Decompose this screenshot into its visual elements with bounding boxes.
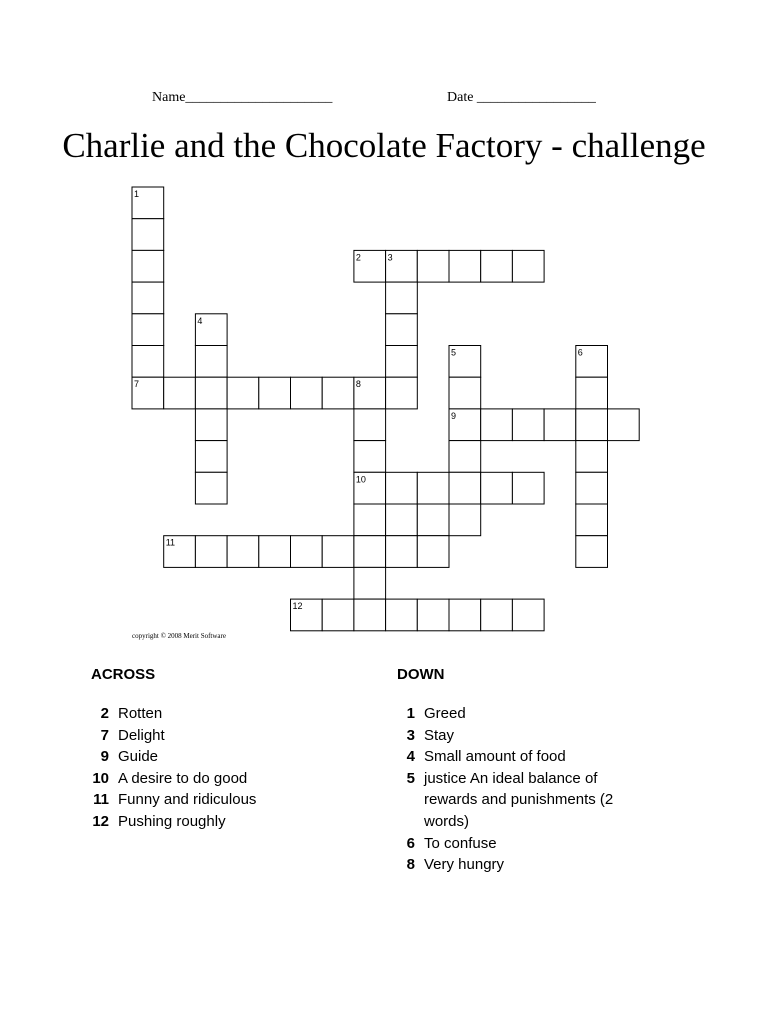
crossword-cell[interactable] xyxy=(259,377,291,409)
crossword-cell[interactable] xyxy=(132,282,164,314)
clue-number-label: 10 xyxy=(355,474,366,485)
clue-number: 11 xyxy=(93,791,109,809)
clue-number: 7 xyxy=(100,726,109,744)
clue-number: 6 xyxy=(406,834,415,852)
crossword-cell[interactable] xyxy=(132,346,164,378)
clue-number-label: 8 xyxy=(355,379,361,390)
crossword-cell[interactable] xyxy=(386,377,418,409)
down-clue xyxy=(397,703,647,725)
down-heading: DOWN xyxy=(397,666,445,683)
across-clues xyxy=(91,666,381,833)
clue-number: 3 xyxy=(406,726,415,744)
crossword-cell[interactable] xyxy=(512,599,544,631)
crossword-cell[interactable] xyxy=(322,377,354,409)
crossword-cell[interactable] xyxy=(449,504,481,536)
crossword-cell[interactable] xyxy=(544,409,576,441)
clue-number: 8 xyxy=(406,856,415,874)
crossword-cell[interactable] xyxy=(417,599,449,631)
crossword-cell[interactable] xyxy=(386,314,418,346)
across-clue xyxy=(91,768,381,790)
clue-number: 2 xyxy=(100,705,109,722)
clue-text: Funny and ridiculous xyxy=(118,791,257,809)
crossword-cell[interactable] xyxy=(512,472,544,504)
crossword-cell[interactable] xyxy=(576,472,608,504)
crossword-cell[interactable] xyxy=(132,250,164,282)
clue-number-label: 3 xyxy=(387,252,393,263)
crossword-cell[interactable] xyxy=(481,409,513,441)
crossword-cell[interactable] xyxy=(417,504,449,536)
crossword-cell[interactable] xyxy=(512,250,544,282)
crossword-cell[interactable] xyxy=(322,599,354,631)
clue-number-label: 4 xyxy=(197,315,203,326)
crossword-cell[interactable] xyxy=(354,567,386,599)
clue-number-label: 12 xyxy=(292,601,303,612)
clue-number: 4 xyxy=(406,748,415,766)
crossword-cell[interactable] xyxy=(386,346,418,378)
crossword-cell[interactable] xyxy=(132,314,164,346)
crossword-cell[interactable] xyxy=(576,441,608,473)
crossword-cell[interactable] xyxy=(481,472,513,504)
crossword-cell[interactable] xyxy=(576,504,608,536)
clue-number: 9 xyxy=(100,748,109,766)
copyright-note: copyright © 2008 Merit Software xyxy=(132,632,226,640)
crossword-cell[interactable] xyxy=(291,377,323,409)
crossword-cell[interactable] xyxy=(195,409,227,441)
crossword-cell[interactable] xyxy=(386,282,418,314)
clue-number-label: 1 xyxy=(134,189,140,199)
name-field-label: Name_____________________ xyxy=(152,90,333,105)
crossword-cell[interactable] xyxy=(195,346,227,378)
down-clue xyxy=(397,768,647,833)
crossword-cell[interactable] xyxy=(449,599,481,631)
crossword-cell[interactable] xyxy=(164,377,196,409)
across-clue xyxy=(91,811,381,833)
crossword-cell[interactable] xyxy=(227,536,259,568)
down-clue xyxy=(397,833,647,855)
clue-number: 1 xyxy=(406,705,415,722)
clue-number: 12 xyxy=(92,812,109,830)
crossword-cell[interactable] xyxy=(386,504,418,536)
crossword-cell[interactable] xyxy=(386,472,418,504)
crossword-cell[interactable] xyxy=(449,377,481,409)
crossword-cell[interactable] xyxy=(227,377,259,409)
clue-text: Very hungry xyxy=(424,856,505,874)
crossword-cell[interactable] xyxy=(449,250,481,282)
clue-number-label: 11 xyxy=(165,537,176,548)
clue-number-label: 7 xyxy=(134,379,140,390)
crossword-cell[interactable] xyxy=(576,409,608,441)
clue-text: A desire to do good xyxy=(118,769,248,787)
clue-text: Delight xyxy=(118,726,165,744)
worksheet-title: Charlie and the Chocolate Factory - challenge xyxy=(62,126,706,165)
clue-text: Stay xyxy=(424,726,455,744)
crossword-cell[interactable] xyxy=(195,536,227,568)
crossword-cell[interactable] xyxy=(449,441,481,473)
down-clue xyxy=(397,725,647,747)
across-clue xyxy=(91,703,381,725)
across-clue xyxy=(91,746,381,768)
clue-text: To confuse xyxy=(424,834,497,852)
down-clues xyxy=(397,666,647,876)
crossword-cell[interactable] xyxy=(195,472,227,504)
crossword-cell[interactable] xyxy=(354,409,386,441)
crossword-cell[interactable] xyxy=(259,536,291,568)
crossword-cell[interactable] xyxy=(322,536,354,568)
clue-number-label: 2 xyxy=(355,252,361,263)
crossword-cell[interactable] xyxy=(608,409,640,441)
crossword-cell[interactable] xyxy=(576,377,608,409)
crossword-cell[interactable] xyxy=(417,536,449,568)
clue-text: Small amount of food xyxy=(424,748,566,766)
crossword-cell[interactable] xyxy=(354,504,386,536)
crossword-cell[interactable] xyxy=(195,377,227,409)
crossword-cell[interactable] xyxy=(481,599,513,631)
crossword-cell[interactable] xyxy=(354,599,386,631)
clue-number-label: 9 xyxy=(451,410,457,421)
clue-text: Pushing roughly xyxy=(118,812,226,830)
crossword-cell[interactable] xyxy=(576,536,608,568)
crossword-cell[interactable] xyxy=(354,441,386,473)
date-field-label: Date _________________ xyxy=(447,90,596,105)
crossword-cell[interactable] xyxy=(386,536,418,568)
clue-number-label: 6 xyxy=(577,347,583,358)
clue-number-label: 5 xyxy=(451,347,457,358)
crossword-cell[interactable] xyxy=(417,472,449,504)
crossword-cell[interactable] xyxy=(354,536,386,568)
clue-text: Guide xyxy=(118,748,159,766)
crossword-cell[interactable] xyxy=(417,250,449,282)
clue-number: 5 xyxy=(406,769,415,787)
across-clue xyxy=(91,789,381,811)
down-clue xyxy=(397,746,647,768)
clue-number: 10 xyxy=(92,769,109,787)
crossword-cell[interactable] xyxy=(386,599,418,631)
clue-text: Greed xyxy=(424,705,466,722)
crossword-cell[interactable] xyxy=(449,472,481,504)
down-clue xyxy=(397,854,647,876)
crossword-cell[interactable] xyxy=(512,409,544,441)
crossword-cell[interactable] xyxy=(291,536,323,568)
across-heading: ACROSS xyxy=(91,666,156,683)
clue-text: justice An ideal balance of rewards and punishments (2 words) xyxy=(424,769,614,830)
clue-text: Rotten xyxy=(118,705,163,722)
crossword-cell[interactable] xyxy=(132,219,164,251)
crossword-cell[interactable] xyxy=(481,250,513,282)
across-clue xyxy=(91,725,381,747)
crossword-cell[interactable] xyxy=(195,441,227,473)
